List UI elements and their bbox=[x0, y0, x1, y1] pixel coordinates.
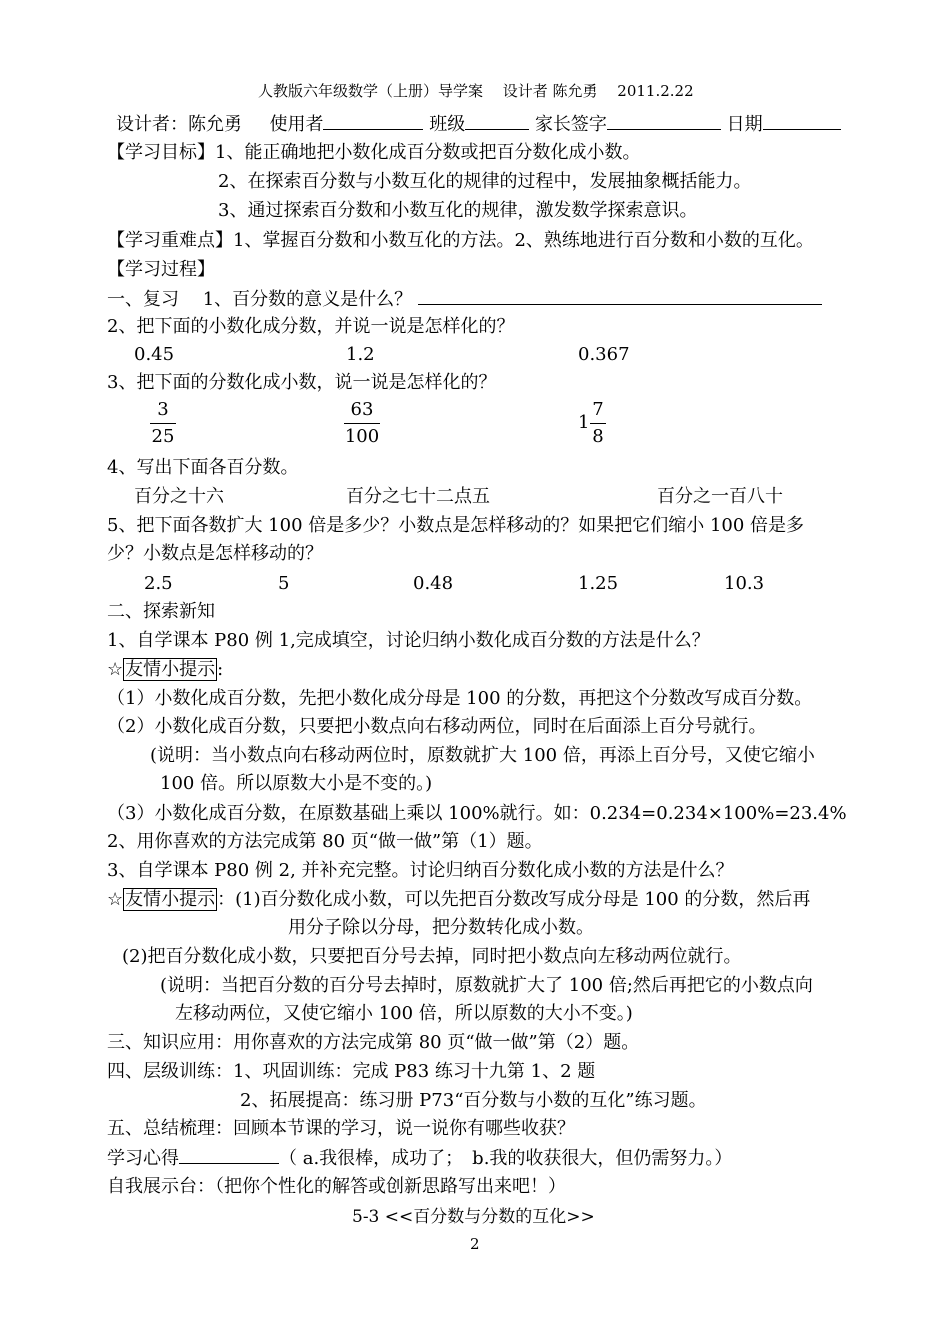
tip-4b: 用分子除以分母，把分数转化成小数。 bbox=[288, 917, 594, 938]
explore-step-2: 2、用你喜欢的方法完成第 80 页“做一做”第（1）题。 bbox=[107, 831, 543, 852]
tip-1: （1）小数化成百分数，先把小数化成分母是 100 的分数，再把这个分数改写成百分数。 bbox=[107, 688, 813, 709]
class-label: 班级 bbox=[429, 114, 466, 135]
mixed-number-whole: 1 bbox=[578, 412, 590, 433]
note-2b: 左移动两位，又使它缩小 100 倍，所以原数的大小不变。) bbox=[175, 1003, 633, 1024]
star-icon: ☆ bbox=[107, 889, 124, 910]
date-blank[interactable] bbox=[763, 113, 841, 130]
train-1: 四、层级训练：1、巩固训练：完成 P83 练习十九第 1、2 题 bbox=[107, 1061, 596, 1082]
tip-label: 友情小提示 bbox=[125, 889, 216, 910]
tip-colon: ： bbox=[217, 889, 236, 910]
review-q3: 3、把下面的分数化成小数，说一说是怎样化的？ bbox=[107, 372, 497, 393]
class-blank[interactable] bbox=[465, 113, 529, 130]
date-label: 日期 bbox=[726, 114, 763, 135]
info-line bbox=[116, 113, 841, 136]
tip-5: (2)把百分数化成小数，只要把百分号去掉，同时把小数点向左移动两位就行。 bbox=[122, 946, 742, 967]
star-icon: ☆ bbox=[107, 659, 124, 680]
q2-item: 0.367 bbox=[578, 344, 630, 365]
note-2a: (说明：当把百分数的百分号去掉时，原数就扩大了 100 倍;然后再把它的小数点向 bbox=[160, 975, 813, 996]
review-q1-text: 一、复习 1、百分数的意义是什么？ bbox=[107, 289, 413, 310]
review-q1-blank[interactable] bbox=[418, 288, 822, 305]
q5-item: 10.3 bbox=[724, 573, 765, 594]
explore-step-3: 3、自学课本 P80 例 2, 并补充完整。讨论归纳百分数化成小数的方法是什么？ bbox=[107, 860, 734, 881]
reflection-text: （ a.我很棒，成功了； b.我的收获很大，但仍需努力。） bbox=[279, 1148, 733, 1169]
apply: 三、知识应用：用你喜欢的方法完成第 80 页“做一做”第（2）题。 bbox=[107, 1032, 640, 1053]
tip-line-2 bbox=[107, 889, 810, 911]
reflection-label: 学习心得 bbox=[107, 1148, 179, 1169]
user-blank[interactable] bbox=[323, 113, 423, 130]
train-2: 2、拓展提高：练习册 P73“百分数与小数的互化”练习题。 bbox=[240, 1090, 707, 1111]
explore-title: 二、探索新知 bbox=[107, 601, 215, 622]
goal-3: 3、通过探索百分数和小数互化的规律，激发数学探索意识。 bbox=[218, 200, 698, 221]
review-q2: 2、把下面的小数化成分数，并说一说是怎样化的？ bbox=[107, 316, 515, 337]
showcase: 自我展示台：（把你个性化的解答或创新思路写出来吧！） bbox=[107, 1176, 566, 1197]
goal-2: 2、在探索百分数与小数互化的规律的过程中，发展抽象概括能力。 bbox=[218, 171, 752, 192]
fraction: 7 8 bbox=[590, 399, 606, 448]
parent-sign-label: 家长签字 bbox=[534, 114, 607, 135]
next-lesson-title: 5-3 <<百分数与分数的互化>> bbox=[352, 1207, 595, 1227]
fraction: 3 25 bbox=[151, 399, 175, 447]
q4-item: 百分之十六 bbox=[134, 486, 224, 507]
q4-item: 百分之七十二点五 bbox=[346, 486, 490, 507]
tip-3: （3）小数化成百分数，在原数基础上乘以 100%就行。如：0.234=0.234×100%=23.4% bbox=[107, 803, 847, 824]
summary: 五、总结梳理：回顾本节课的学习，说一说你有哪些收获？ bbox=[107, 1118, 575, 1139]
review-q1 bbox=[107, 288, 822, 311]
tip-colon: : bbox=[217, 659, 224, 680]
page-number: 2 bbox=[470, 1235, 480, 1253]
designer-label: 设计者：陈允勇 bbox=[116, 114, 242, 135]
reflection-blank[interactable] bbox=[179, 1147, 279, 1164]
review-q5b: 少？小数点是怎样移动的？ bbox=[107, 543, 323, 564]
reflection-line bbox=[107, 1147, 732, 1170]
q5-item: 1.25 bbox=[578, 573, 619, 594]
q2-item: 1.2 bbox=[346, 344, 375, 365]
tip-label: 友情小提示 bbox=[125, 659, 216, 680]
fraction: 63 100 bbox=[344, 399, 380, 447]
user-label: 使用者 bbox=[269, 114, 324, 135]
key-points: 【学习重难点】1、掌握百分数和小数互化的方法。2、熟练地进行百分数和小数的互化。 bbox=[107, 230, 814, 251]
parent-sign-blank[interactable] bbox=[607, 113, 721, 130]
note-1b: 100 倍。所以原数大小是不变的。) bbox=[160, 773, 433, 794]
note-1a: (说明：当小数点向右移动两位时，原数就扩大 100 倍，再添上百分号，又使它缩小 bbox=[150, 745, 815, 766]
review-q4: 4、写出下面各百分数。 bbox=[107, 457, 299, 478]
tip-4a: (1)百分数化成小数，可以先把百分数改写成分母是 100 的分数，然后再 bbox=[235, 889, 811, 910]
q5-item: 5 bbox=[278, 573, 290, 594]
q5-item: 0.48 bbox=[413, 573, 454, 594]
review-q5a: 5、把下面各数扩大 100 倍是多少？小数点是怎样移动的？如果把它们缩小 100 倍是多 bbox=[107, 515, 805, 536]
q5-item: 2.5 bbox=[144, 573, 173, 594]
process-title: 【学习过程】 bbox=[107, 259, 215, 280]
explore-step-1: 1、自学课本 P80 例 1,完成填空，讨论归纳小数化成百分数的方法是什么？ bbox=[107, 630, 710, 651]
tip-2: （2）小数化成百分数，只要把小数点向右移动两位，同时在后面添上百分号就行。 bbox=[107, 716, 767, 737]
q2-item: 0.45 bbox=[134, 344, 175, 365]
tip-line-1 bbox=[107, 659, 223, 681]
goal-1: 【学习目标】1、能正确地把小数化成百分数或把百分数化成小数。 bbox=[107, 142, 641, 163]
q4-item: 百分之一百八十 bbox=[657, 486, 783, 507]
page-header: 人教版六年级数学（上册）导学案 设计者 陈允勇 2011.2.22 bbox=[258, 82, 694, 100]
